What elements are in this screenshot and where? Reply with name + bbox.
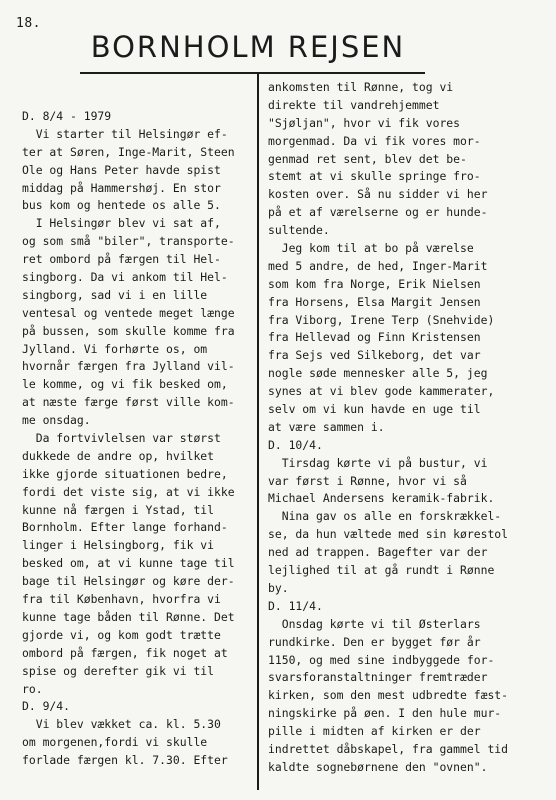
text-line: indrettet dåbskapel, fra gammel tid (268, 741, 509, 756)
text-line: I Helsingør blev vi sat af, (22, 216, 221, 231)
text-line: ter at Søren, Inge-Marit, Steen (22, 144, 235, 159)
text-line: som kom fra Norge, Erik Nielsen (268, 276, 481, 291)
text-line: me onsdag. (22, 413, 91, 428)
text-line: ret ombord på færgen til Hel- (22, 252, 221, 267)
text-line: singborg. Da vi ankom til Hel- (22, 270, 228, 285)
text-line: at være sammen i. (268, 419, 385, 434)
text-line: D. 10/4. (268, 437, 323, 452)
text-line: D. 9/4. (22, 699, 71, 714)
text-line: Onsdag kørte vi til Østerlars (268, 616, 481, 631)
text-line: spise og derefter gik vi til (22, 663, 215, 678)
text-line: stemt at vi skulle springe fro- (268, 169, 481, 184)
text-line: D. 11/4. (268, 598, 323, 613)
text-line: fra Viborg, Irene Terp (Snehvide) (268, 312, 495, 327)
text-line: se, da hun væltede med sin kørestol (268, 527, 509, 542)
text-line: Michael Andersens keramik-fabrik. (268, 491, 495, 506)
text-line: kunne tage båden til Rønne. Det (22, 609, 235, 624)
text-line: selv om vi kun havde en uge til (268, 402, 481, 417)
text-line: Bornholm. Efter lange forhand- (22, 520, 228, 535)
text-line: fra Sejs ved Silkeborg, det var (268, 348, 481, 363)
text-line: genmad ret sent, blev det be- (268, 151, 467, 166)
text-line: fra Horsens, Elsa Margit Jensen (268, 294, 481, 309)
text-line: Vi blev vækket ca. kl. 5.30 (22, 717, 221, 732)
text-line: synes at vi blev gode kammerater, (268, 384, 495, 399)
text-line: morgenmad. Da vi fik vores mor- (268, 133, 481, 148)
column-divider (257, 74, 259, 790)
text-line: Jylland. Vi forhørte os, om (22, 341, 208, 356)
text-line: Jeg kom til at bo på værelse (268, 241, 474, 256)
text-line: kosten over. Så nu sidder vi her (268, 187, 488, 202)
text-line: le komme, og vi fik besked om, (22, 377, 228, 392)
page-title: BORNHOLM REJSEN (90, 30, 406, 64)
text-line: "Sjøljan", hvor vi fik vores (268, 115, 461, 130)
text-line: lejlighed til at gå rundt i Rønne (268, 563, 495, 578)
text-line: ningskirke på øen. I den hule mur- (268, 706, 502, 721)
text-line: dukkede de andre op, hvilket (22, 448, 215, 463)
text-line: by. (268, 580, 289, 595)
text-line: fra til København, hvorfra vi (22, 592, 221, 607)
text-line: besked om, at vi kunne tage til (22, 556, 235, 571)
text-line: på bussen, som skulle komme fra (22, 323, 235, 338)
text-line: ventesal og ventede meget længe (22, 305, 235, 320)
text-line: 1150, og med sine indbyggede for- (268, 652, 495, 667)
text-line: hvornår færgen fra Jylland vil- (22, 359, 235, 374)
text-line: var først i Rønne, hvor vi så (268, 473, 467, 488)
text-line: svarsforanstaltninger fremtræder (268, 670, 488, 685)
text-line: ned ad trappen. Bagefter var der (268, 545, 488, 560)
text-line: gjorde vi, og kom godt trætte (22, 627, 221, 642)
text-line: og som små "biler", transporte- (22, 234, 235, 249)
text-line: rundkirke. Den er bygget før år (268, 634, 481, 649)
text-line: at næste færge først ville kom- (22, 395, 235, 410)
left-column (22, 108, 254, 770)
text-line: ankomsten til Rønne, tog vi (268, 80, 454, 94)
text-line: på et af værelserne og er hunde- (268, 205, 488, 220)
title-underline (80, 72, 425, 74)
text-line: ombord på færgen, fik noget at (22, 645, 228, 660)
text-line: ro. (22, 681, 43, 696)
text-line: nogle søde mennesker alle 5, jeg (268, 366, 488, 381)
text-line: kirken, som den mest udbredte fæst- (268, 688, 509, 703)
text-line: singborg, sad vi i en lille (22, 287, 208, 302)
text-line: med 5 andre, de hed, Inger-Marit (268, 258, 488, 273)
text-line: Tirsdag kørte vi på bustur, vi (268, 455, 488, 470)
text-line: middag på Hammershøj. En stor (22, 180, 221, 195)
text-line: Vi starter til Helsingør ef- (22, 126, 228, 141)
text-line: fordi det viste sig, at vi ikke (22, 484, 235, 499)
text-line: D. 8/4 - 1979 (22, 109, 112, 123)
text-line: bus kom og hentede os alle 5. (22, 198, 221, 213)
text-line: linger i Helsingborg, fik vi (22, 538, 215, 553)
text-line: pille i midten af kirken er der (268, 724, 481, 739)
text-line: Da fortvivlelsen var størst (22, 431, 221, 446)
text-line: bage til Helsingør og køre der- (22, 574, 235, 589)
text-line: fra Hellevad og Finn Kristensen (268, 330, 481, 345)
text-line: direkte til vandrehjemmet (268, 97, 440, 112)
page-number: 18. (16, 16, 41, 31)
text-line: ikke gjorde situationen bedre, (22, 466, 228, 481)
text-line: sultende. (268, 223, 330, 238)
text-line: om morgenen,fordi vi skulle (22, 735, 208, 750)
text-line: kaldte sognebørnene den "ovnen". (268, 759, 488, 774)
text-line: Ole og Hans Peter havde spist (22, 162, 221, 177)
text-line: forlade færgen kl. 7.30. Efter (22, 753, 228, 768)
right-column (268, 79, 552, 777)
text-line: Nina gav os alle en forskrækkel- (268, 509, 502, 524)
text-line: kunne nå færgen i Ystad, til (22, 502, 215, 517)
